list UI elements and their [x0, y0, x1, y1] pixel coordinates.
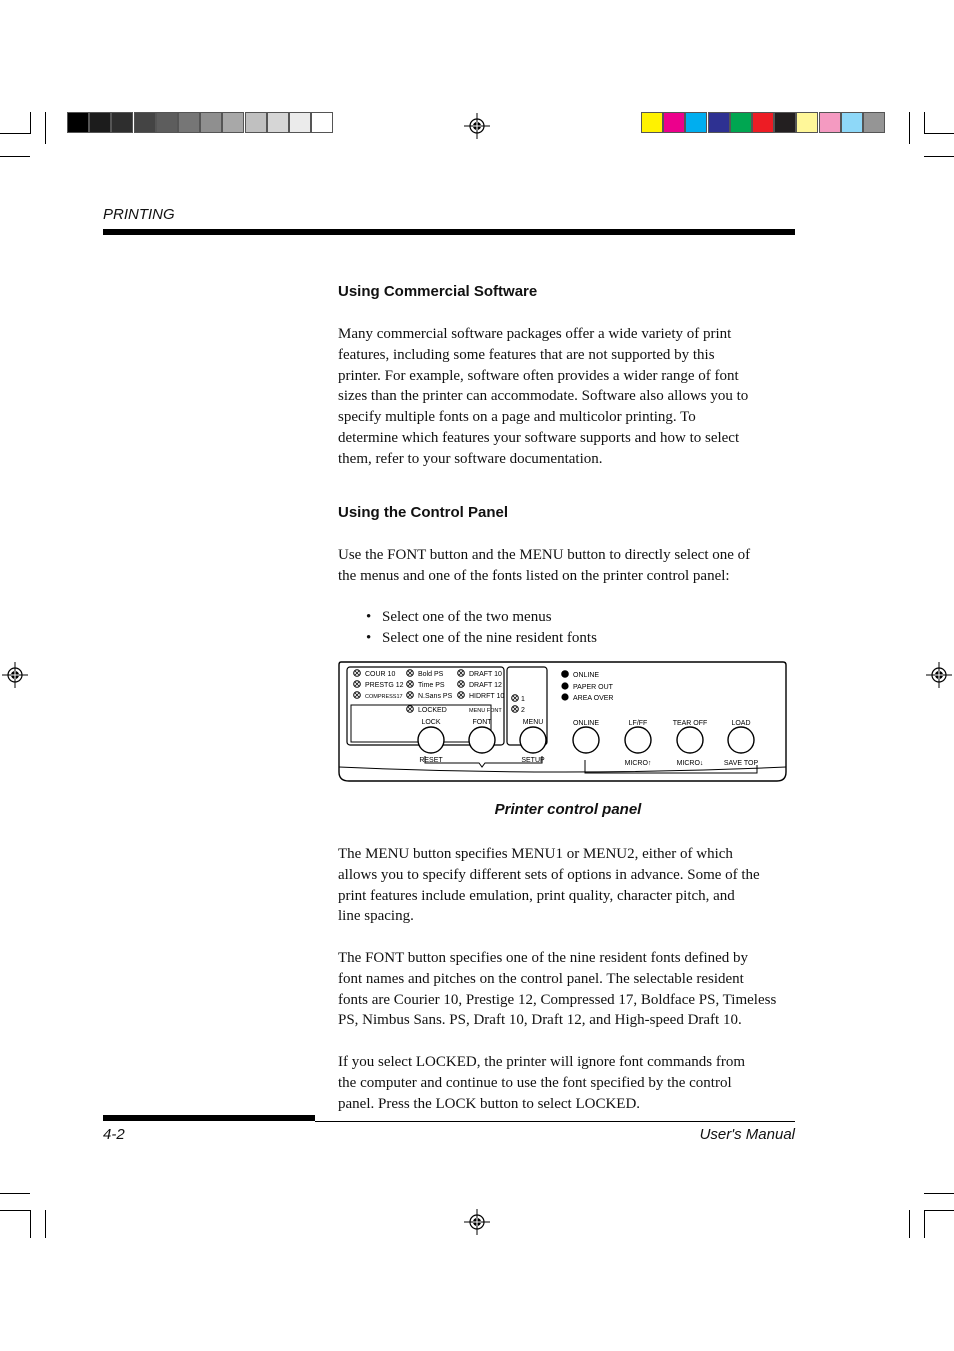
paper-out-status-label: PAPER OUT [573, 684, 613, 691]
color-swatch [752, 112, 774, 133]
registration-mark-top-icon [464, 113, 490, 139]
body-line: the menus and one of the fonts listed on the printer control panel: [338, 567, 730, 584]
footer-bar [103, 1115, 315, 1121]
body-line: Use the FONT button and the MENU button to directly select one of [338, 547, 751, 563]
area-over-status-label: AREA OVER [573, 695, 614, 702]
font-indicator-label: COUR 10 [365, 671, 396, 678]
body-line: panel. Press the LOCK button to select LOCKED. [338, 1095, 641, 1112]
color-swatch [774, 112, 796, 133]
gray-swatch [134, 112, 156, 133]
registration-mark-bottom-icon [464, 1209, 490, 1235]
section-body-commercial-software [338, 324, 798, 470]
tear-off-button[interactable] [677, 727, 703, 753]
registration-mark-left-icon [2, 662, 28, 688]
lock-button[interactable] [418, 727, 444, 753]
gray-swatch [267, 112, 289, 133]
gray-swatch [289, 112, 311, 133]
font-indicator-label: DRAFT 10 [469, 671, 502, 678]
button-label-menu: MENU [522, 719, 544, 726]
button-label-load: LOAD [731, 720, 751, 727]
body-line: features, including some features that are not supported by this [338, 346, 715, 363]
list-item-text: Select one of the nine resident fonts [382, 629, 597, 646]
button-sublabel-setup: SETUP [521, 757, 545, 764]
color-swatch [708, 112, 730, 133]
body-line: Many commercial software packages offer a wide variety of print [338, 326, 732, 342]
body-line: The FONT button specifies one of the nine resident fonts defined by [338, 950, 749, 966]
list-item [366, 607, 597, 628]
font-button[interactable] [469, 727, 495, 753]
body-line: sizes than the printer can accommodate. Software also allows you to [338, 388, 749, 405]
body-line: printer. For example, software often provides a wider range of font [338, 367, 739, 384]
body-line: fonts are Courier 10, Prestige 12, Compressed 17, Boldface PS, Timeless [338, 991, 777, 1008]
paragraph-menu-button [338, 844, 798, 927]
online-status-label: ONLINE [573, 672, 600, 679]
body-line: font names and pitches on the control panel. The selectable resident [338, 970, 744, 987]
body-line: the computer and continue to use the font specified by the control [338, 1074, 732, 1091]
color-swatch [819, 112, 841, 133]
figure-caption: Printer control panel [494, 801, 642, 818]
menu-button[interactable] [520, 727, 546, 753]
body-line: determine which features your software supports and how to select [338, 429, 740, 446]
gray-swatch [311, 112, 333, 133]
font-indicator-label: DRAFT 12 [469, 682, 502, 689]
running-header: PRINTING [103, 206, 175, 223]
online-button[interactable] [573, 727, 599, 753]
paragraph-locked [338, 1052, 798, 1114]
bullet-icon: • [366, 629, 372, 646]
color-swatch [796, 112, 818, 133]
gray-swatch [156, 112, 178, 133]
button-sublabel-reset: RESET [419, 757, 443, 764]
body-line: print features include emulation, print quality, character pitch, and [338, 887, 735, 904]
body-line: PS, Nimbus Sans. PS, Draft 10, Draft 12, and High-speed Draft 10. [338, 1012, 742, 1029]
area-over-light-icon [561, 693, 568, 700]
body-line: The MENU button specifies MENU1 or MENU2, either of which [338, 846, 733, 862]
gray-swatch [222, 112, 244, 133]
printer-control-panel-figure [337, 659, 788, 785]
gray-swatch [200, 112, 222, 133]
font-indicator-label: Time PS [418, 682, 445, 689]
gray-swatch [67, 112, 89, 133]
button-label-online: ONLINE [572, 720, 600, 727]
font-indicator-label: HIDRFT 10 [469, 693, 505, 700]
button-sublabel-save-top: SAVE TOP [723, 760, 759, 767]
button-label-tear-off: TEAR OFF [672, 720, 708, 727]
color-swatch [685, 112, 707, 133]
gray-swatch [178, 112, 200, 133]
body-line: allows you to specify different sets of options in advance. Some of the [338, 866, 760, 883]
body-line: line spacing. [338, 908, 414, 925]
button-sublabel-micro-: MICRO↑ [624, 760, 652, 767]
list-item-text: Select one of the two menus [382, 609, 552, 625]
section-heading-commercial-software: Using Commercial Software [338, 283, 538, 300]
load-button[interactable] [728, 727, 754, 753]
button-label-lock: LOCK [421, 719, 441, 726]
font-indicator-label: COMPRESS17 [365, 694, 403, 700]
header-rule [103, 229, 795, 235]
color-swatch [841, 112, 863, 133]
color-swatch [863, 112, 885, 133]
body-line: specify multiple fonts on a page and multicolor printing. To [338, 409, 696, 426]
section-body-control-panel [338, 545, 798, 587]
registration-mark-right-icon [926, 662, 952, 688]
button-label-font: FONT [472, 719, 492, 726]
gray-swatch [111, 112, 133, 133]
font-indicator-label: Bold PS [418, 671, 444, 678]
paragraph-font-button [338, 948, 798, 1031]
page-number: 4-2 [103, 1126, 125, 1143]
body-line: If you select LOCKED, the printer will ignore font commands from [338, 1054, 745, 1070]
lf-ff-button[interactable] [625, 727, 651, 753]
font-indicator-label: PRESTG 12 [365, 682, 404, 689]
color-swatch [641, 112, 663, 133]
button-sublabel-micro-: MICRO↓ [676, 760, 704, 767]
footer-title: User's Manual [699, 1126, 795, 1143]
list-item [366, 628, 597, 649]
menu1-label: 1 [521, 696, 525, 703]
gray-swatch [89, 112, 111, 133]
menu-font-label: MENU FONT [469, 708, 502, 714]
locked-label: LOCKED [418, 707, 447, 714]
online-light-icon [561, 670, 568, 677]
paper-out-light-icon [561, 682, 568, 689]
body-line: them, refer to your software documentation. [338, 450, 603, 467]
button-label-lf-ff: LF/FF [628, 720, 648, 727]
footer-rule [315, 1121, 795, 1122]
font-indicator-label: N.Sans PS [418, 693, 453, 700]
gray-swatch [245, 112, 267, 133]
color-swatch [663, 112, 685, 133]
bullet-icon: • [366, 609, 372, 625]
section-heading-control-panel: Using the Control Panel [338, 504, 509, 521]
color-swatch [730, 112, 752, 133]
menu2-label: 2 [521, 707, 525, 714]
bullet-list [366, 607, 597, 648]
